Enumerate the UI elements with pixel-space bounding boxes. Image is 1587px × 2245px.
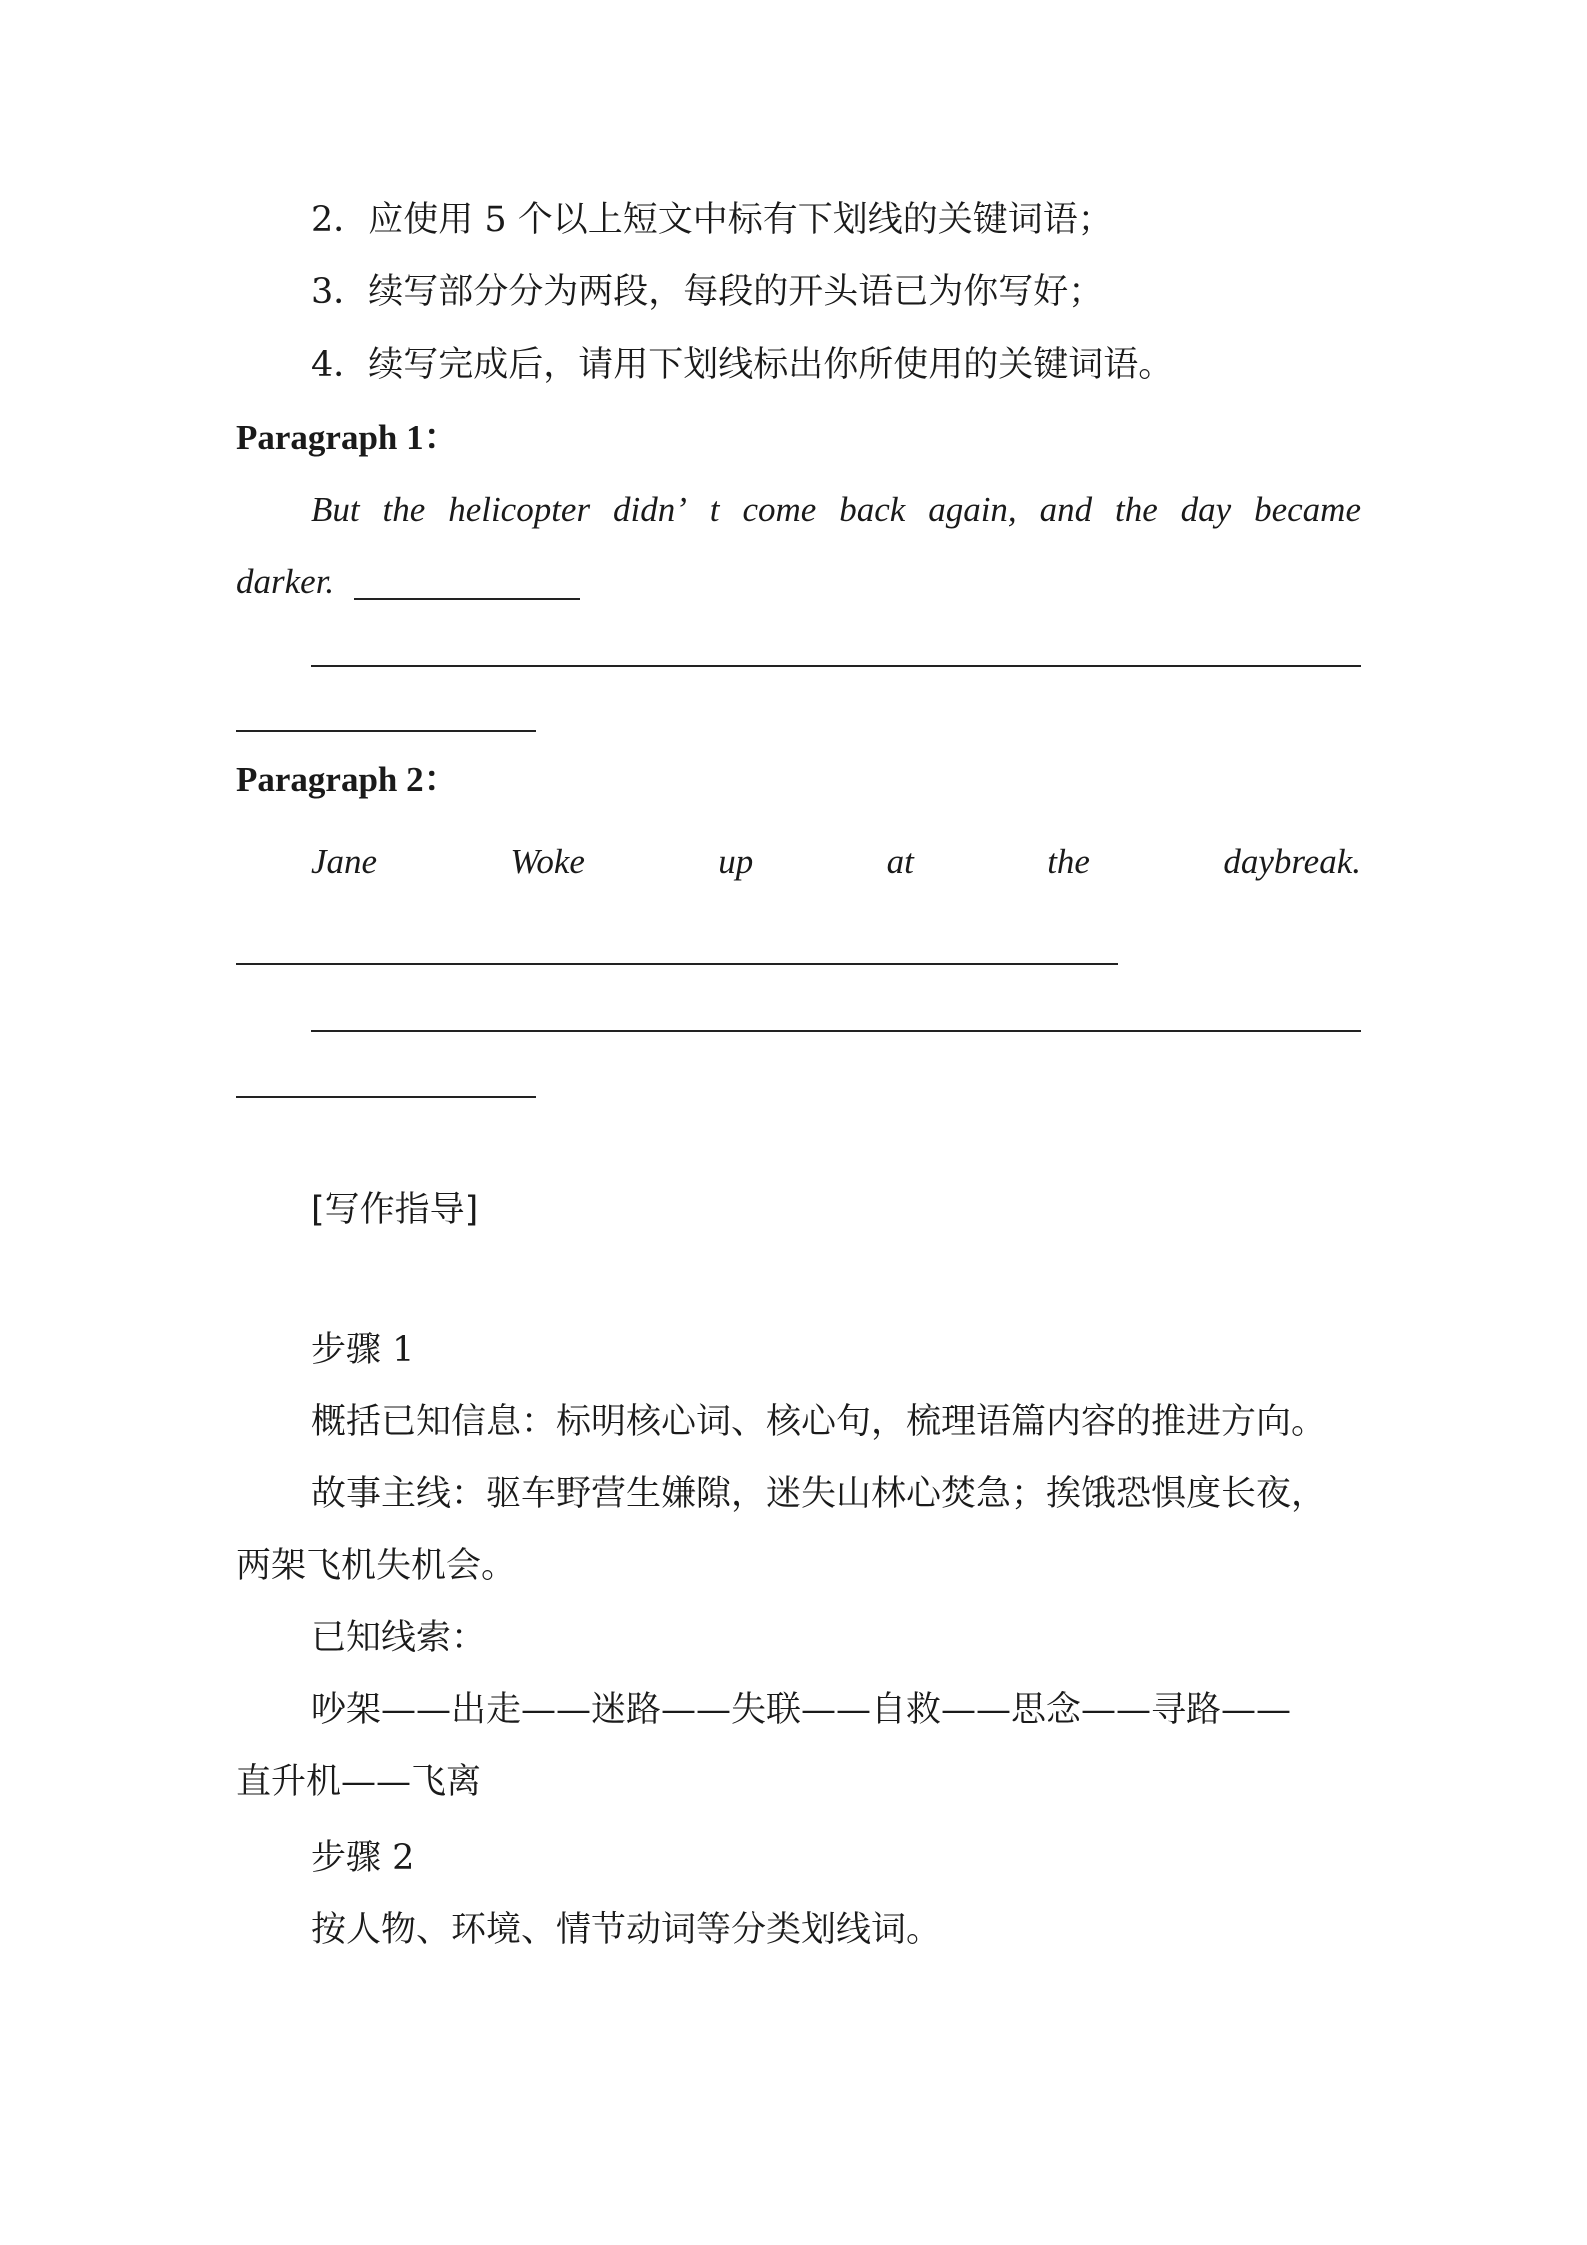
answer-blank-line (311, 665, 1361, 667)
answer-blank-line (354, 598, 580, 600)
p1-word: t (709, 490, 720, 529)
paragraph-1-opening-end: darker. (236, 562, 335, 601)
answer-blank-line (311, 1030, 1361, 1032)
p1-word: didn’ (613, 490, 687, 529)
clues-label: 已知线索： (311, 1618, 487, 1658)
requirement-3: 3．续写部分分为两段，每段的开头语已为你写好； (311, 272, 1104, 312)
storyline-line-2: 两架飞机失机会。 (236, 1546, 517, 1586)
paragraph-1-opening-line (311, 488, 1361, 532)
step-1-title: 步骤 1 (311, 1330, 415, 1370)
step-1-text: 概括已知信息：标明核心词、核心句，梳理语篇内容的推进方向。 (311, 1402, 1327, 1442)
p2-word: daybreak. (1223, 842, 1361, 881)
step-2-text: 按人物、环境、情节动词等分类划线词。 (311, 1910, 942, 1950)
requirement-4: 4．续写完成后，请用下划线标出你所使用的关键词语。 (311, 345, 1174, 385)
paragraph-2-opening-line (311, 840, 1361, 884)
p1-word: and (1039, 490, 1093, 529)
p1-word: the (382, 490, 426, 529)
answer-blank-line (236, 1096, 536, 1098)
p1-word: come (742, 490, 817, 529)
p1-word: the (1114, 490, 1158, 529)
clues-line-2: 直升机——飞离 (236, 1762, 482, 1802)
p1-word: again, (928, 490, 1017, 529)
p2-word: the (1047, 842, 1090, 881)
clues-line-1: 吵架——出走——迷路——失联——自救——思念——寻路—— (311, 1690, 1292, 1730)
paragraph-2-heading: Paragraph 2： (236, 760, 459, 799)
answer-blank-line (236, 730, 536, 732)
step-2-title: 步骤 2 (311, 1838, 415, 1878)
p2-word: Woke (510, 842, 585, 881)
guide-title: [写作指导] (311, 1190, 479, 1230)
p1-word: back (839, 490, 906, 529)
p1-word: helicopter (448, 490, 591, 529)
p1-word: But (311, 490, 360, 529)
p2-word: Jane (311, 842, 378, 881)
paragraph-1-heading: Paragraph 1： (236, 418, 459, 457)
p2-word: up (718, 842, 754, 881)
p1-word: day (1180, 490, 1232, 529)
answer-blank-line (236, 963, 1118, 965)
storyline-line-1: 故事主线：驱车野营生嫌隙，迷失山林心焚急；挨饿恐惧度长夜， (311, 1474, 1327, 1514)
p1-word: became (1254, 490, 1361, 529)
requirement-2: 2．应使用 5 个以上短文中标有下划线的关键词语； (311, 200, 1113, 240)
p2-word: at (886, 842, 914, 881)
